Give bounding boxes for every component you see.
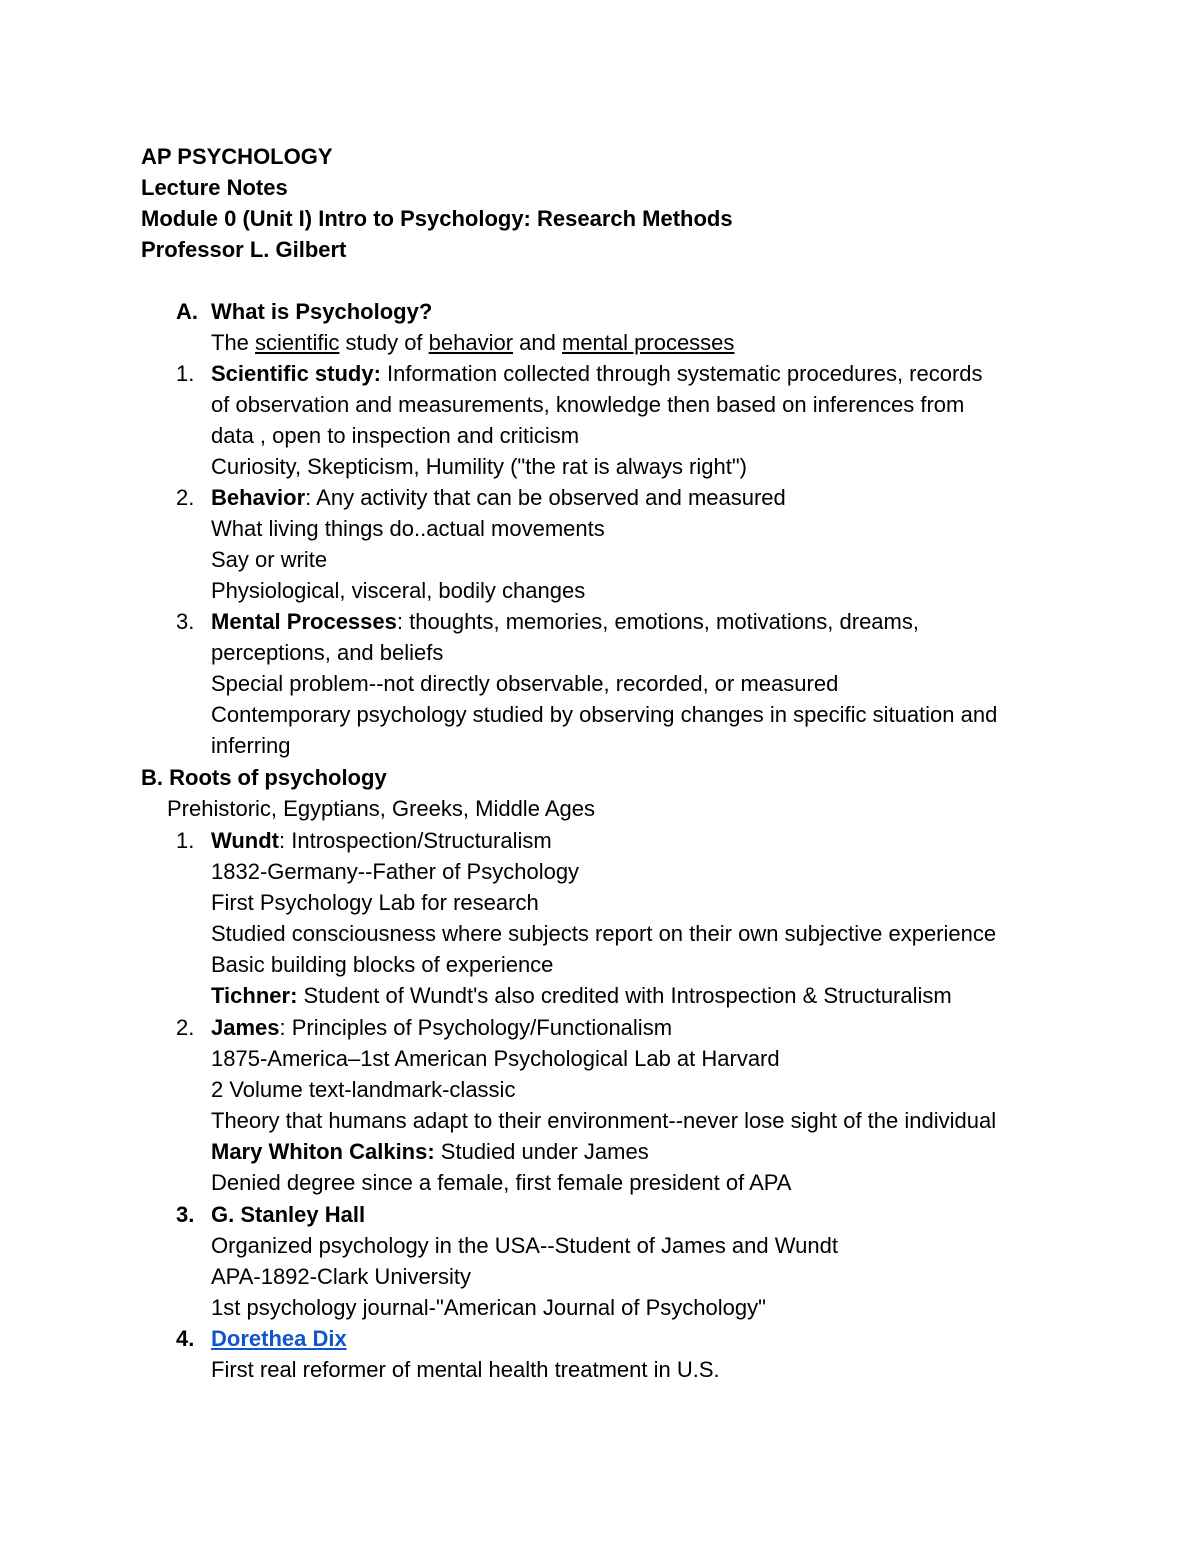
list-item-line: 1st psychology journal-"American Journal of Psychology"	[211, 1295, 766, 1320]
item-term: Mental Processes	[211, 609, 397, 634]
list-item-line: Denied degree since a female, first female president of APA	[211, 1170, 792, 1195]
item-term: Scientific study:	[211, 361, 381, 386]
list-item-tichner	[211, 980, 952, 1011]
list-item-line: What living things do..actual movements	[211, 516, 605, 541]
definition-text: The	[211, 330, 256, 355]
list-item-line: 1875-America–1st American Psychological Lab at Harvard	[211, 1046, 780, 1071]
list-number: 1.	[176, 828, 195, 853]
list-item-line: Special problem--not directly observable, recorded, or measured	[211, 671, 839, 696]
list-item-line: Contemporary psychology studied by observing changes in specific situation and	[211, 702, 998, 727]
item-term: Behavior	[211, 485, 306, 510]
definition-term-behavior: behavior	[428, 330, 514, 355]
list-number: 3.	[176, 1202, 195, 1227]
module-title: Module 0 (Unit I) Intro to Psychology: Research Methods	[141, 206, 733, 231]
list-item-line: APA-1892-Clark University	[211, 1264, 472, 1289]
definition-text: and	[513, 330, 562, 355]
list-item-line: inferring	[211, 733, 291, 758]
item-text: : Any activity that can be observed and measured	[305, 485, 786, 510]
list-item-line: Say or write	[211, 547, 328, 572]
link-dorethea-dix[interactable]: Dorethea Dix	[211, 1326, 347, 1351]
list-number: 1.	[176, 361, 195, 386]
list-item-line: Basic building blocks of experience	[211, 952, 554, 977]
list-item-line: Physiological, visceral, bodily changes	[211, 578, 586, 603]
list-item-calkins	[211, 1136, 649, 1167]
section-a-marker: A.	[176, 299, 198, 324]
list-item-line: 1832-Germany--Father of Psychology	[211, 859, 580, 884]
professor-name: Professor L. Gilbert	[141, 237, 347, 262]
item-term: Mary Whiton Calkins:	[211, 1139, 435, 1164]
list-item-line: First real reformer of mental health treatment in U.S.	[211, 1357, 720, 1382]
item-text: Information collected through systematic procedures, records	[380, 361, 983, 386]
section-b-heading: B. Roots of psychology	[141, 765, 387, 790]
item-text: Studied under James	[434, 1139, 649, 1164]
definition-term-mental-processes: mental processes	[562, 330, 735, 355]
definition-text: study of	[339, 330, 429, 355]
list-number: 2.	[176, 485, 195, 510]
list-item-line: Organized psychology in the USA--Student of James and Wundt	[211, 1233, 838, 1258]
list-item-line: of observation and measurements, knowledge then based on inferences from	[211, 392, 965, 417]
item-text: Student of Wundt's also credited with Introspection & Structuralism	[297, 983, 952, 1008]
list-item-behavior	[211, 482, 786, 513]
item-text: : thoughts, memories, emotions, motivations, dreams,	[396, 609, 919, 634]
section-b-intro: Prehistoric, Egyptians, Greeks, Middle Ages	[167, 796, 595, 821]
list-item-line: data , open to inspection and criticism	[211, 423, 580, 448]
section-a-heading: What is Psychology?	[211, 299, 433, 324]
list-item-line: Theory that humans adapt to their environment--never lose sight of the individual	[211, 1108, 997, 1133]
item-term: Wundt	[211, 828, 280, 853]
item-term: Tichner:	[211, 983, 298, 1008]
item-text: : Introspection/Structuralism	[279, 828, 552, 853]
list-item-line: Studied consciousness where subjects report on their own subjective experience	[211, 921, 997, 946]
list-item-line: Curiosity, Skepticism, Humility ("the rat is always right")	[211, 454, 747, 479]
list-item-hall: G. Stanley Hall	[211, 1202, 366, 1227]
list-item-scientific-study	[211, 358, 983, 389]
item-term: James	[211, 1015, 280, 1040]
list-item-line: First Psychology Lab for research	[211, 890, 539, 915]
definition-term-scientific: scientific	[255, 330, 340, 355]
list-item-mental-processes	[211, 606, 919, 637]
list-item-line: 2 Volume text-landmark-classic	[211, 1077, 516, 1102]
list-item-line: perceptions, and beliefs	[211, 640, 444, 665]
list-number: 2.	[176, 1015, 195, 1040]
list-number: 4.	[176, 1326, 195, 1351]
list-item-wundt	[211, 825, 552, 856]
psychology-definition	[211, 327, 734, 358]
list-item-james	[211, 1012, 672, 1043]
course-title: AP PSYCHOLOGY	[141, 144, 333, 169]
doc-type: Lecture Notes	[141, 175, 288, 200]
item-text: : Principles of Psychology/Functionalism	[279, 1015, 673, 1040]
list-number: 3.	[176, 609, 195, 634]
